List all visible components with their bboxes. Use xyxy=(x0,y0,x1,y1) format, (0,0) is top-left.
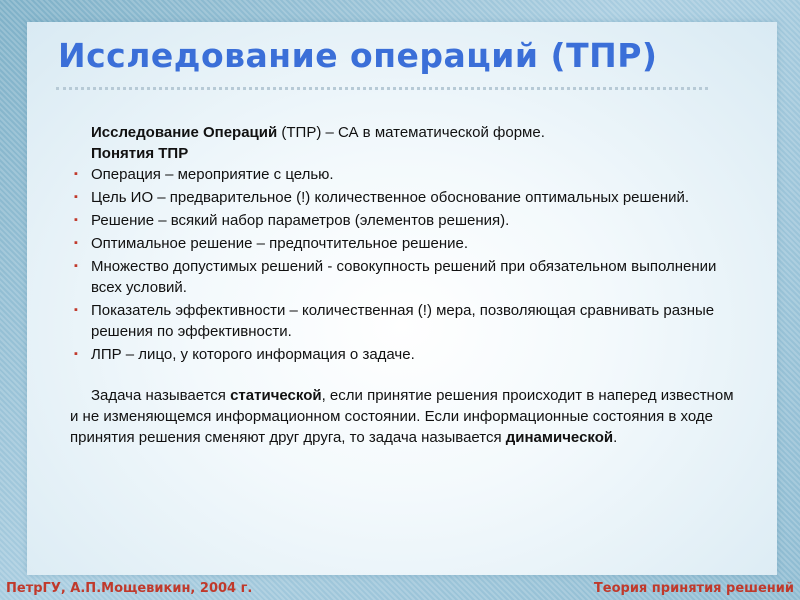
bullet-icon: ▪ xyxy=(74,214,78,226)
list-item-text: Операция – мероприятие с целью. xyxy=(91,166,334,183)
list-item xyxy=(70,233,740,254)
slide-body xyxy=(70,122,740,448)
title-divider xyxy=(56,87,708,90)
list-item xyxy=(70,164,740,185)
bullet-icon: ▪ xyxy=(74,168,78,180)
list-item-text: Показатель эффективности – количественная (!) мера, позволяющая сравнивать разные решения по эффективности. xyxy=(91,302,715,340)
intro-line xyxy=(70,122,740,143)
intro-term: Исследование Операций xyxy=(91,124,278,141)
list-item xyxy=(70,344,740,365)
paragraph-text-1: Задача называется xyxy=(91,387,231,404)
slide-title: Исследование операций (ТПР) xyxy=(58,36,658,75)
footer-course: Теория принятия решений xyxy=(593,581,794,596)
list-item-text: Цель ИО – предварительное (!) количественное обоснование оптимальных решений. xyxy=(91,189,690,206)
definition-paragraph xyxy=(70,385,740,448)
bullet-icon: ▪ xyxy=(74,237,78,249)
list-item xyxy=(70,300,740,342)
bullet-icon: ▪ xyxy=(74,191,78,203)
list-item xyxy=(70,256,740,298)
list-item xyxy=(70,210,740,231)
bullet-icon: ▪ xyxy=(74,304,78,316)
list-item-text: Решение – всякий набор параметров (элементов решения). xyxy=(91,212,510,229)
concepts-list xyxy=(70,164,740,365)
list-item xyxy=(70,187,740,208)
static-term: статической xyxy=(230,387,322,404)
list-item-text: Оптимальное решение – предпочтительное решение. xyxy=(91,235,469,252)
intro-text: (ТПР) – СА в математической форме. xyxy=(277,124,545,141)
paragraph-text-2: , если принятие решения происходит в наперед известном и не изменяющемся информационном состоянии. Если информационные состояния в ходе принятия решения сменяют друг друга, то задача называется xyxy=(70,387,734,446)
footer-author: ПетрГУ, А.П.Мощевикин, 2004 г. xyxy=(6,581,253,596)
list-item-text: Множество допустимых решений - совокупность решений при обязательном выполнении всех условий. xyxy=(91,258,717,296)
bullet-icon: ▪ xyxy=(74,260,78,272)
concepts-heading: Понятия ТПР xyxy=(91,145,189,162)
paragraph-text-3: . xyxy=(613,429,618,446)
dynamic-term: динамической xyxy=(505,429,614,446)
bullet-icon: ▪ xyxy=(74,348,78,360)
list-item-text: ЛПР – лицо, у которого информация о задаче. xyxy=(91,346,415,363)
